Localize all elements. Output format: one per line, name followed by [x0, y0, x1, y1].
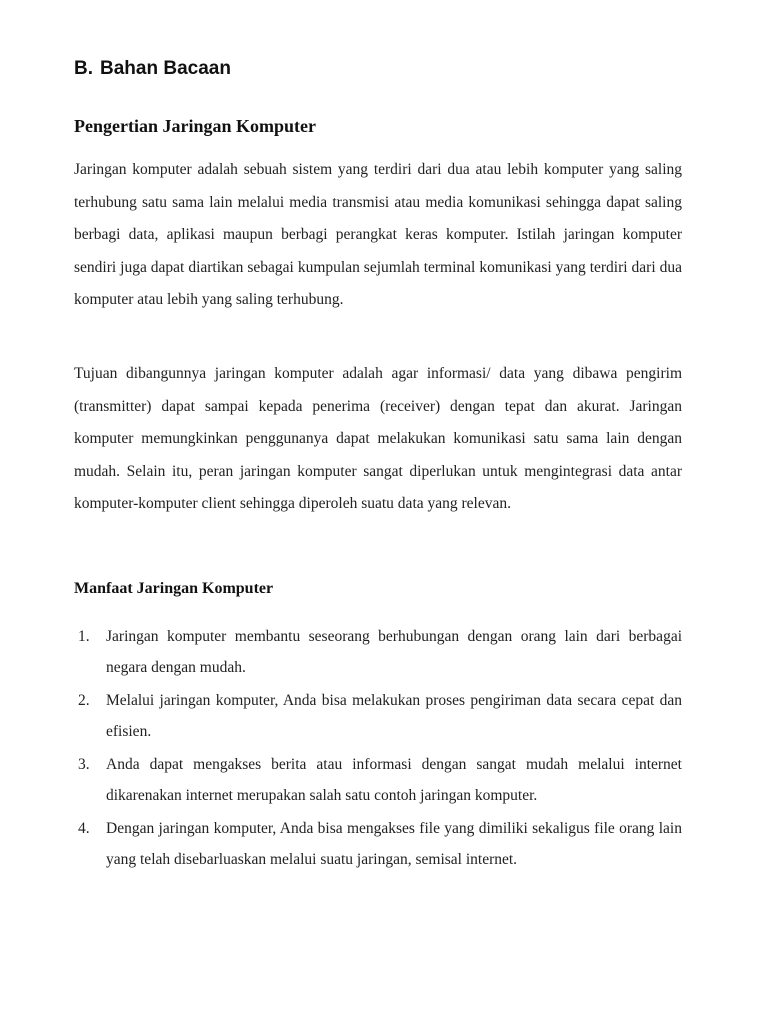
paragraph-purpose: Tujuan dibangunnya jaringan komputer adalah agar informasi/ data yang dibawa pengirim (transmitter) dapat sampai kepada penerima (receiver) dengan tepat dan akurat. Jaringan komputer memungkinkan penggunanya dapat melakukan komunikasi satu sama lain dengan mudah. Selain itu, peran jaringan komputer sangat diperlukan untuk mengintegrasi data antar komputer-komputer client sehingga diperoleh suatu data yang relevan. [74, 365, 682, 513]
heading-manfaat: Manfaat Jaringan Komputer [74, 580, 274, 597]
section-number: B. [74, 58, 93, 79]
heading-pengertian: Pengertian Jaringan Komputer [74, 116, 316, 136]
list-item [74, 814, 682, 875]
list-item [74, 750, 682, 811]
list-item-text: Dengan jaringan komputer, Anda bisa mengakses file yang dimiliki sekaligus file orang lain yang telah disebarluaskan melalui suatu jaringan, semisal internet. [106, 820, 682, 868]
list-item-text: Anda dapat mengakses berita atau informasi dengan sangat mudah melalui internet dikarenakan internet merupakan salah satu contoh jaringan komputer. [106, 756, 682, 804]
list-item-number: 2. [78, 692, 90, 709]
list-item-number: 4. [78, 820, 90, 837]
paragraph-definition: Jaringan komputer adalah sebuah sistem yang terdiri dari dua atau lebih komputer yang saling terhubung satu sama lain melalui media transmisi atau media komunikasi sehingga dapat saling berbagi data, aplikasi maupun berbagi perangkat keras komputer. Istilah jaringan komputer sendiri juga dapat diartikan sebagai kumpulan sejumlah terminal komunikasi yang terdiri dari dua komputer atau lebih yang saling terhubung. [74, 161, 682, 309]
list-item-number: 3. [78, 756, 90, 773]
section-title: Bahan Bacaan [100, 58, 231, 79]
list-item [74, 622, 682, 683]
benefits-list [74, 622, 682, 878]
list-item-text: Jaringan komputer membantu seseorang berhubungan dengan orang lain dari berbagai negara dengan mudah. [106, 628, 682, 676]
section-heading [74, 58, 231, 80]
list-item [74, 686, 682, 747]
list-item-text: Melalui jaringan komputer, Anda bisa melakukan proses pengiriman data secara cepat dan efisien. [106, 692, 682, 740]
list-item-number: 1. [78, 628, 90, 645]
